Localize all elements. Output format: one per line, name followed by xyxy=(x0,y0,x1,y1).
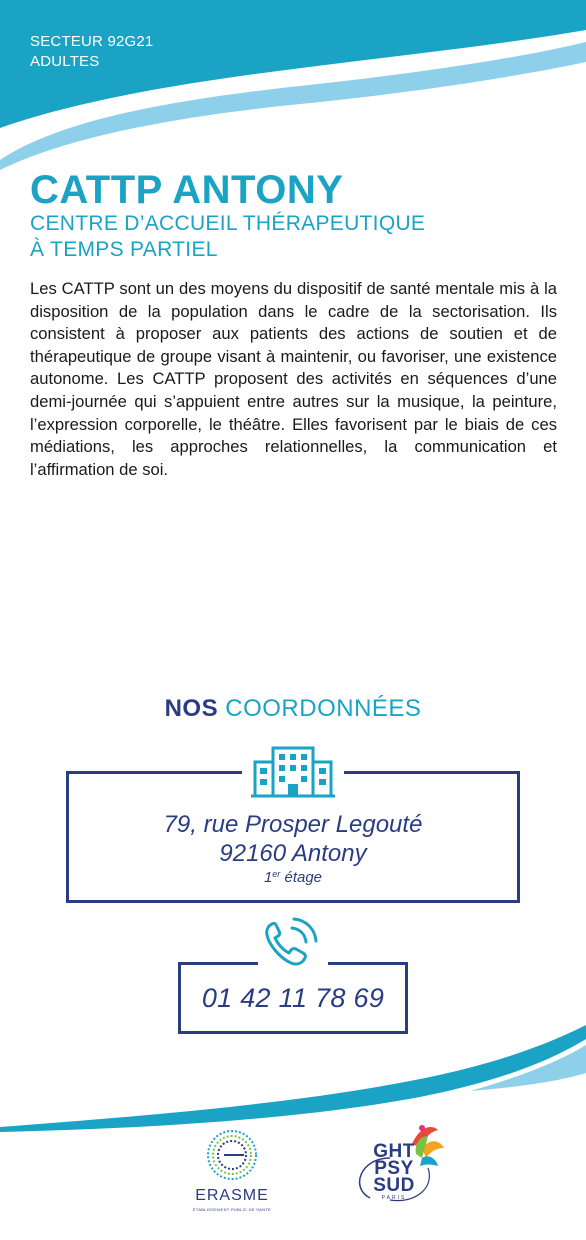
phone-icon xyxy=(258,914,328,970)
ght-logo-line-1: GHT xyxy=(373,1141,415,1162)
address-city: 92160 Antony xyxy=(219,840,367,867)
erasme-logo-text: ERASME xyxy=(195,1187,269,1204)
sector-line-1: SECTEUR 92G21 xyxy=(30,33,154,50)
building-icon xyxy=(242,744,344,802)
sector-label xyxy=(30,32,153,72)
erasme-logo-icon xyxy=(186,1125,278,1220)
subtitle-line-1: CENTRE D’ACCUEIL THÉRAPEUTIQUE xyxy=(30,212,426,235)
page-subtitle xyxy=(30,211,425,263)
floor-number: 1 xyxy=(263,869,273,886)
address-floor xyxy=(0,869,586,886)
erasme-logo-subtitle: ÉTABLISSEMENT PUBLIC DE SANTÉ xyxy=(192,1207,272,1212)
contact-heading xyxy=(0,695,586,723)
contact-heading-light: COORDONNÉES xyxy=(225,695,422,722)
sector-line-2: ADULTES xyxy=(30,53,100,70)
subtitle-line-2: À TEMPS PARTIEL xyxy=(30,238,218,261)
description-paragraph: Les CATTP sont un des moyens du dispositif de santé mentale mis à la disposition de la population dans le cadre de la sectorisation. Ils consistent à proposer aux patients des actions de soutien et de thérapeutique de groupe visant à maintenir, ou favoriser, une existence autonome. Les CATTP proposent des activités en séquences d’une demi-journée qui s’appuient entre autres sur la musique, la peinture, l’expression corporelle, le théâtre. Elles favorisent par le biais de ces médiations, les approches relationnelles, la communication et l’affirmation de soi. xyxy=(30,279,557,479)
address-street: 79, rue Prosper Legouté xyxy=(163,811,423,838)
floor-ordinal: er xyxy=(272,869,281,879)
floor-text: étage xyxy=(280,869,323,886)
header-wave-decoration xyxy=(0,0,586,175)
ght-logo-city: PARIS xyxy=(381,1195,407,1201)
ght-logo-line-3: SUD xyxy=(373,1175,415,1196)
contact-heading-bold: NOS xyxy=(164,695,219,722)
page-title: CATTP ANTONY xyxy=(30,168,344,212)
footer-wave-decoration xyxy=(0,1005,586,1135)
phone-number[interactable]: 01 42 11 78 69 xyxy=(201,983,385,1013)
ght-logo-line-2: PSY xyxy=(374,1158,414,1179)
